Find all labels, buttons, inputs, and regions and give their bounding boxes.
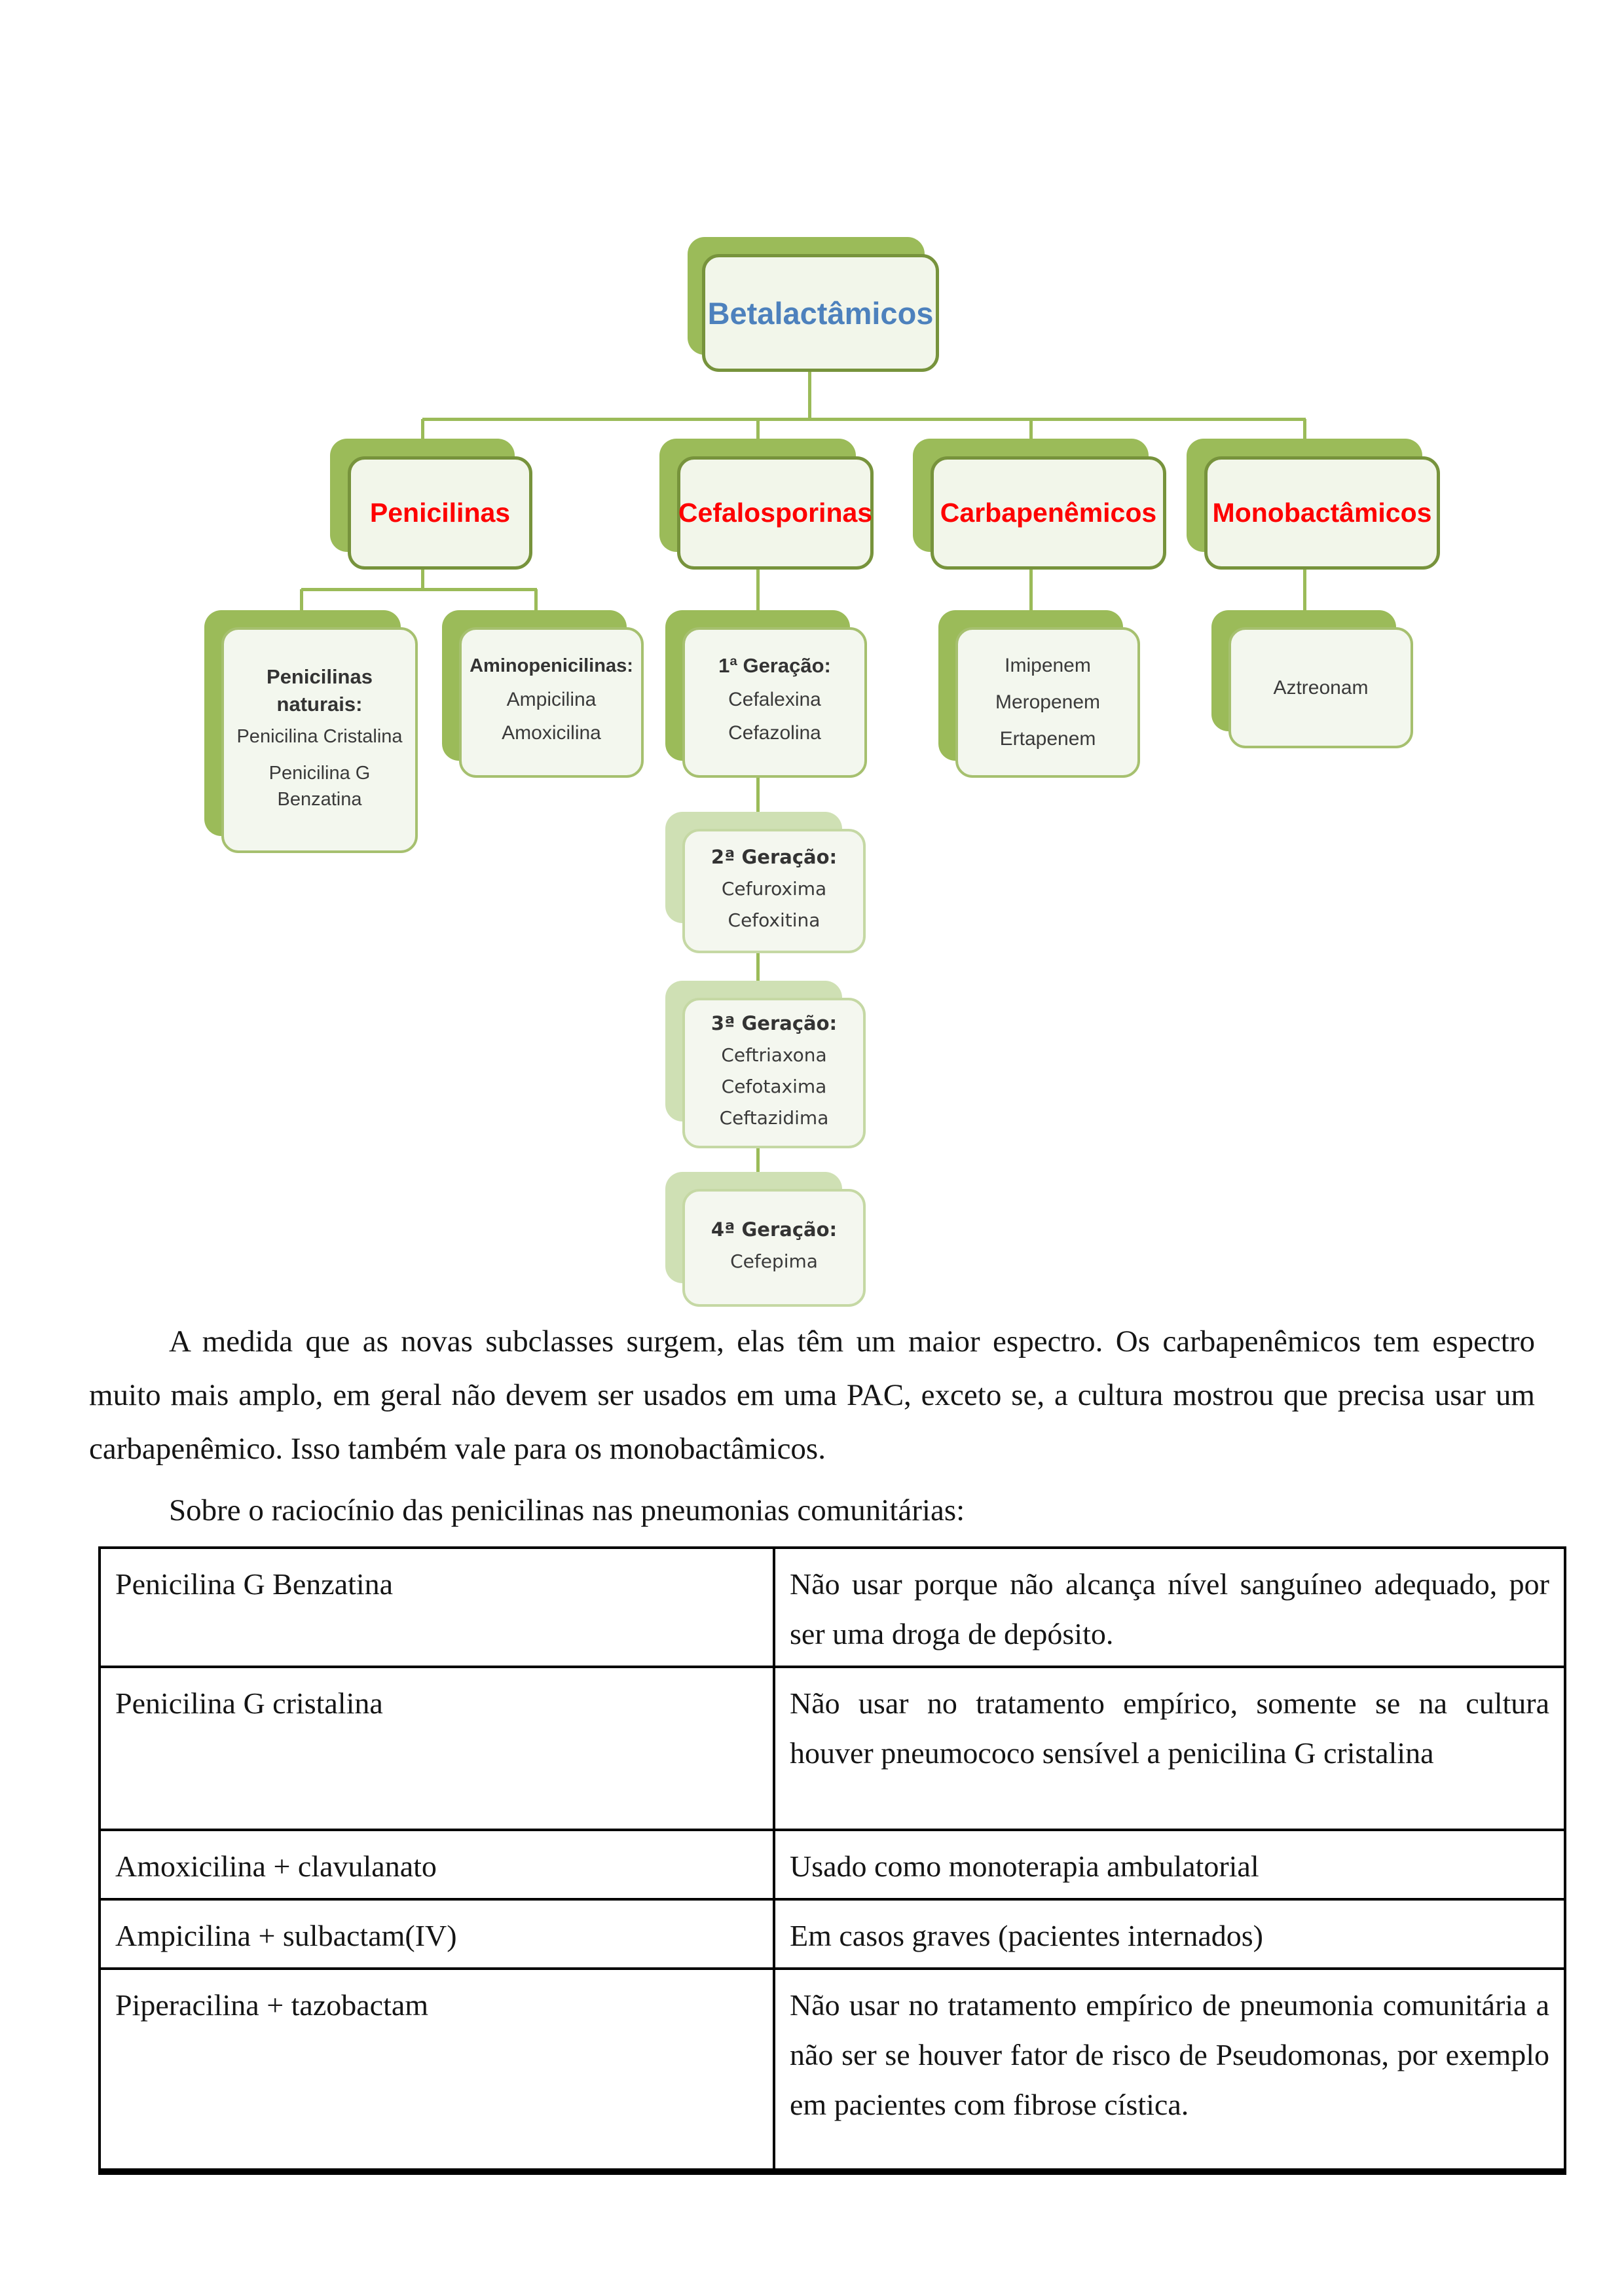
connector-gen2-gen3 [756,953,760,982]
geracao3-item: Ceftriaxona [721,1044,827,1066]
geracao2-item: Cefoxitina [728,909,821,931]
pen-naturais-item: Penicilina G Benzatina [268,762,371,810]
geracao1-item: Cefalexina [728,688,821,710]
connector-stub-aztreonam [1303,570,1306,611]
carbapenem-drug-item: Imipenem [1005,655,1091,676]
carbapenemicos-label: Carbapenêmicos [940,498,1157,528]
table-cell-drug: Ampicilina + sulbactam(IV) [100,1899,774,1969]
aminopenicilinas-item: Ampicilina [506,688,597,710]
root-node-betalactamicos [702,254,939,372]
carbapenemicos-node [931,456,1166,570]
carbapenem-drugs-node [955,627,1140,778]
connector-stub-imipenem [1029,570,1033,611]
table-row [100,1830,1565,1899]
geracao3-heading: 3ª Geração: [710,1012,838,1034]
connector-stub-cefalosporinas [756,419,760,440]
connector-root-stub [808,371,811,420]
monobactamicos-node [1204,456,1440,570]
connector-stub-carbapenemicos [1029,419,1033,440]
table-cell-note: Usado como monoterapia ambulatorial [774,1830,1565,1899]
connector-level2-rail [422,418,1306,421]
table-cell-drug: Piperacilina + tazobactam [100,1969,774,2172]
geracao4-item: Cefepima [730,1250,818,1272]
geracao2-heading: 2ª Geração: [710,846,838,868]
aminopenicilinas-item: Amoxicilina [502,721,601,744]
connector-penicilinas-bracket [301,588,537,591]
geracao4-heading: 4ª Geração: [710,1218,838,1241]
table-row [100,1667,1565,1830]
pen-naturais-item: Penicilina Cristalina [236,725,403,747]
table-cell-note: Não usar porque não alcança nível sanguíneo adequado, por ser uma droga de depósito. [774,1548,1565,1667]
carbapenem-drug-item: Ertapenem [999,728,1096,750]
table-cell-note: Não usar no tratamento empírico de pneumonia comunitária a não ser se houver fator de risco de Pseudomonas, por exemplo em pacientes com fibrose cística. [774,1969,1565,2172]
geracao3-node [682,998,866,1148]
paragraph-espectro: A medida que as novas subclasses surgem, elas têm um maior espectro. Os carbapenêmicos tem espectro muito mais amplo, em geral não devem ser usados em uma PAC, exceto se, a cultura mostrou que precisa usar um carbapenêmico. Isso também vale para os monobactâmicos. [89,1324,1535,1466]
cefalosporinas-label: Cefalosporinas [678,498,873,528]
geracao1-heading: 1ª Geração: [718,653,831,677]
penicilinas-node [348,456,532,570]
table-row [100,1969,1565,2172]
geracao4-node [682,1189,866,1307]
connector-gen1-gen2 [756,778,760,813]
table-cell-drug: Amoxicilina + clavulanato [100,1830,774,1899]
penicilinas-label: Penicilinas [369,498,511,528]
table-cell-drug: Penicilina G Benzatina [100,1548,774,1667]
connector-stub-aminopenicilinas [534,589,538,611]
table-cell-note: Não usar no tratamento empírico, somente se na cultura houver pneumococo sensível a penicilina G cristalina [774,1667,1565,1830]
geracao2-node [682,829,866,953]
carbapenem-drug-item: Meropenem [995,691,1101,713]
aminopenicilinas-node [459,627,644,778]
aminopenicilinas-heading: Aminopenicilinas: [470,655,633,676]
table-cell-drug: Penicilina G cristalina [100,1667,774,1830]
pen-naturais-heading: Penicilinas naturais: [267,665,373,716]
table-row [100,1548,1565,1667]
table-cell-note: Em casos graves (pacientes internados) [774,1899,1565,1969]
aztreonam-item: Aztreonam [1273,676,1369,699]
body-text-block [89,1315,1535,1537]
geracao1-item: Cefazolina [728,721,821,744]
geracao3-item: Cefotaxima [721,1076,827,1097]
connector-stub-monobactamicos [1303,419,1306,440]
geracao3-item: Ceftazidima [719,1107,829,1129]
penicilinas-pac-table [98,1546,1566,2175]
table-row [100,1899,1565,1969]
connector-stub-penicilinas [421,419,424,440]
geracao1-node [682,627,867,778]
pen-naturais-node [221,627,418,853]
connector-stub-pen-naturais [300,589,303,611]
aztreonam-node [1228,627,1413,748]
paragraph-sobre-raciocinio: Sobre o raciocínio das penicilinas nas pneumonias comunitárias: [169,1493,965,1527]
connector-stub-geracao1 [756,570,760,611]
cefalosporinas-node [677,456,874,570]
monobactamicos-label: Monobactâmicos [1212,498,1432,528]
root-node-label: Betalactâmicos [707,295,934,331]
connector-gen3-gen4 [756,1148,760,1173]
geracao2-item: Cefuroxima [721,878,827,900]
connector-penicilinas-down [421,570,424,589]
